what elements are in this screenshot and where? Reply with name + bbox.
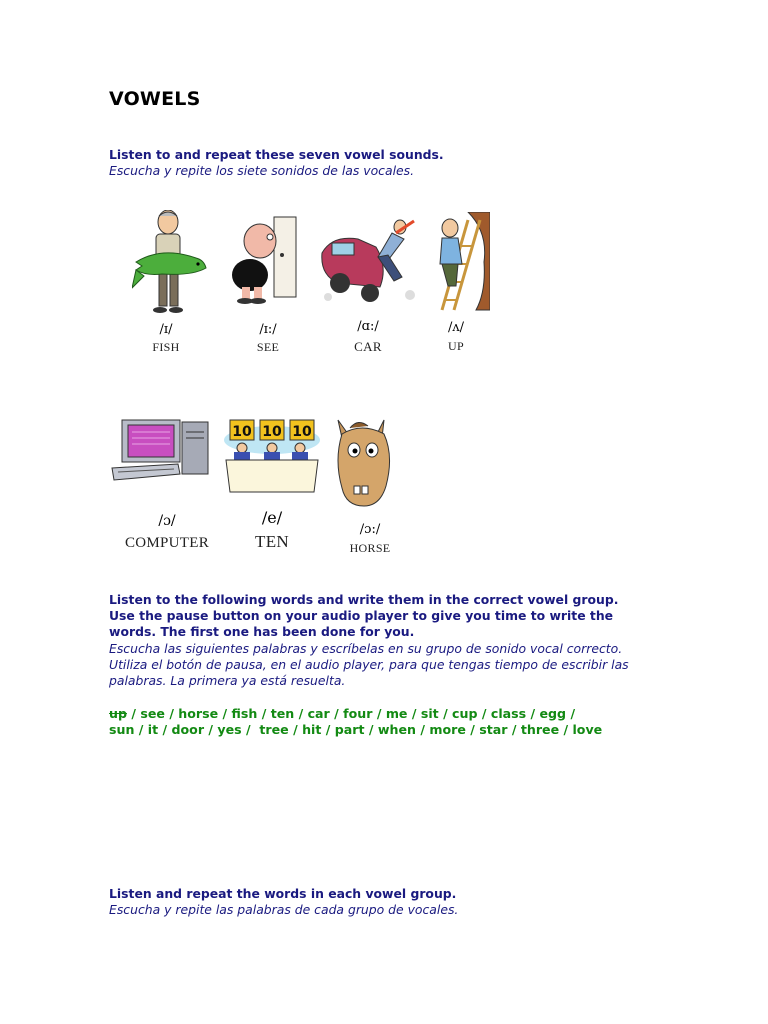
score-card: 10 [292,424,312,440]
instruction-en: Listen and repeat the words in each vowel group. [109,886,457,901]
completed-word: up [109,706,127,721]
page-title: VOWELS [109,88,201,110]
instruction-en: Use the pause button on your audio player to give you time to write the [109,608,614,623]
instruction-es: Escucha y repite las palabras de cada grupo de vocales. [109,902,459,917]
instruction-es: Escucha las siguientes palabras y escríbelas en su grupo de sonido vocal correcto. [109,641,623,656]
vowel-symbol: /ɔ/ [158,513,176,529]
vowel-symbol: /ɪ/ [159,322,173,337]
instruction-en: words. The first one has been done for you. [109,624,415,639]
vowel-symbol: /e/ [261,508,283,527]
score-card: 10 [262,424,282,440]
vowel-word: TEN [255,532,289,551]
judges-scoring-ten-icon [222,414,322,494]
vowel-symbol: /ɔ:/ [359,522,381,537]
word-list [109,706,689,738]
horse-head-icon [328,416,400,510]
man-holding-fish-icon [132,210,208,314]
vowel-symbol: /ɑ:/ [357,319,379,334]
instruction-es: palabras. La primera ya está resuelta. [109,673,346,688]
instruction-es: Utiliza el botón de pausa, en el audio player, para que tengas tiempo de escribir las [109,657,629,672]
instruction-en: Listen to the following words and write them in the correct vowel group. [109,592,619,607]
instructions-1 [109,147,669,179]
instruction-es: Escucha y repite los siete sonidos de las vocales. [109,163,415,178]
vowel-word: HORSE [349,541,391,555]
man-pushing-car-icon [318,213,422,305]
vowel-symbol: /ɪ:/ [259,322,277,337]
vowel-word: FISH [152,340,180,354]
vowel-word: UP [448,339,464,353]
man-climbing-ladder-icon [428,212,490,312]
vowel-word: CAR [354,339,382,354]
computer-icon [108,418,212,484]
score-card: 10 [232,424,252,440]
vowel-word: COMPUTER [124,535,210,551]
instruction-en: Listen to and repeat these seven vowel sounds. [109,147,444,162]
word-list-line: sun / it / door / yes / tree / hit / part / when / more / star / three / love [109,722,603,737]
instructions-3 [109,886,669,918]
vowel-word: SEE [256,340,280,354]
instructions-2 [109,592,669,689]
vowel-symbol: /ʌ/ [447,320,465,335]
word-list-line: / see / horse / fish / ten / car / four / me / sit / cup / class / egg / [126,706,576,721]
man-peeking-door-icon [228,215,300,305]
